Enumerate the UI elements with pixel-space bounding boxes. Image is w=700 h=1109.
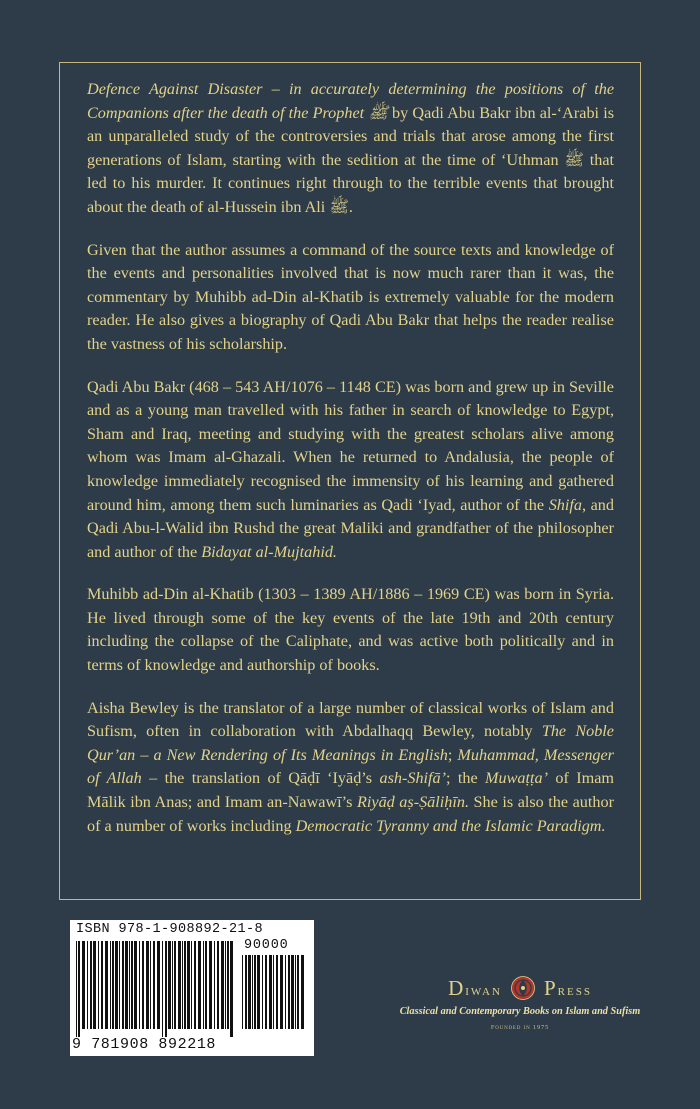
barcode-addon-number: 90000: [244, 938, 289, 953]
book-title-italic: Defence Against Disaster – in accurately determining the positions of the Companions after the death of the Prophet ﷺ: [87, 80, 614, 122]
ash-shifa-title: ash-Shifā’: [379, 769, 447, 788]
blurb-paragraph-4: Muhibb ad-Din al-Khatib (1303 – 1389 AH/1886 – 1969 CE) was born in Syria. He lived through some of the key events of the late 19th and 20th century including the collapse of the Caliphate, and was active both politically and in terms of knowledge and authorship of books.: [87, 585, 614, 675]
publisher-tagline: Classical and Contemporary Books on Islam and Sufism: [399, 1006, 641, 1017]
isbn-barcode: [70, 920, 314, 1056]
blurb-paragraph-1: [87, 78, 614, 220]
muwatta-title: Muwaṭṭa’: [485, 769, 548, 788]
blurb-paragraph-3: [87, 376, 614, 565]
p5-text-f: She is also the author of a number of works including: [87, 793, 614, 835]
bidayat-title: Bidayat al-Mujtahid.: [201, 542, 337, 561]
shifa-title: Shifa: [548, 495, 582, 514]
p3-text-b: , and Qadi Abu-l-Walid ibn Rushd the great Maliki and grandfather of the philosopher and author of the: [87, 495, 614, 561]
blurb-paragraph-5: [87, 697, 614, 839]
addon-bars: [242, 955, 308, 1037]
publisher-emblem-icon: [510, 975, 536, 1001]
quran-title: The Noble Qur’an – a New Rendering of Its Meanings in English: [87, 722, 614, 764]
p5-text-b: ;: [447, 745, 458, 764]
riyad-title: Riyāḍ aṣ-Ṣāliḥīn.: [357, 793, 469, 812]
p5-text-d: ; the: [446, 769, 486, 788]
p5-text-a: Aisha Bewley is the translator of a large number of classical works of Islam and Sufism, often in collaboration with Abdalhaqq Bewley, notably: [87, 698, 614, 741]
p5-text-e: of Imam Mālik ibn Anas; and Imam an-Nawawī’s: [87, 769, 614, 812]
isbn-label: ISBN 978-1-908892-21-8: [76, 922, 264, 937]
publisher-name-diwan: Diwan: [448, 975, 502, 1000]
publisher-name-press: Press: [543, 975, 592, 1000]
ean-digits: 9 781908 892218: [72, 1036, 217, 1053]
p5-text-c: – the translation of Qāḍī ‘Iyāḍ’s: [141, 769, 380, 788]
democratic-tyranny-title: Democratic Tyranny and the Islamic Paradigm.: [295, 816, 606, 835]
p1-text: by Qadi Abu Bakr ibn al-‘Arabi is an unparalleled study of the controversies and trials that arose among the first generations of Islam, starting with the sedition at the time of ‘Uthman ﷺ that led to his murder. It continues right through to the terrible events that brought about the death of al-Hussein ibn Ali ﷺ.: [87, 103, 615, 216]
muhammad-title: Muhammad, Messenger of Allah: [87, 745, 614, 788]
publisher-block: [360, 975, 680, 1031]
ean13-bars: [76, 941, 238, 1037]
publisher-logo: [360, 975, 680, 1001]
back-cover-blurb: [87, 78, 614, 838]
p3-text-a: Qadi Abu Bakr (468 – 543 AH/1076 – 1148 CE) was born and grew up in Seville and as a young man travelled with his father in search of knowledge to Egypt, Sham and Iraq, meeting and studying with the greatest scholars alive among whom was Imam al-Ghazali. When he returned to Andalusia, the people of knowledge immediately recognised the immensity of his learning and gathered around him, among them such luminaries as Qadi ‘Iyad, author of the: [87, 377, 614, 514]
blurb-paragraph-2: Given that the author assumes a command of the source texts and knowledge of the events and personalities involved that is now much rarer than it was, the commentary by Muhibb ad-Din al-Khatib is extremely valuable for the modern reader. He also gives a biography of Qadi Abu Bakr that helps the reader realise the vastness of his scholarship.: [87, 240, 614, 353]
founded-note: Founded in 1975: [490, 1024, 550, 1031]
